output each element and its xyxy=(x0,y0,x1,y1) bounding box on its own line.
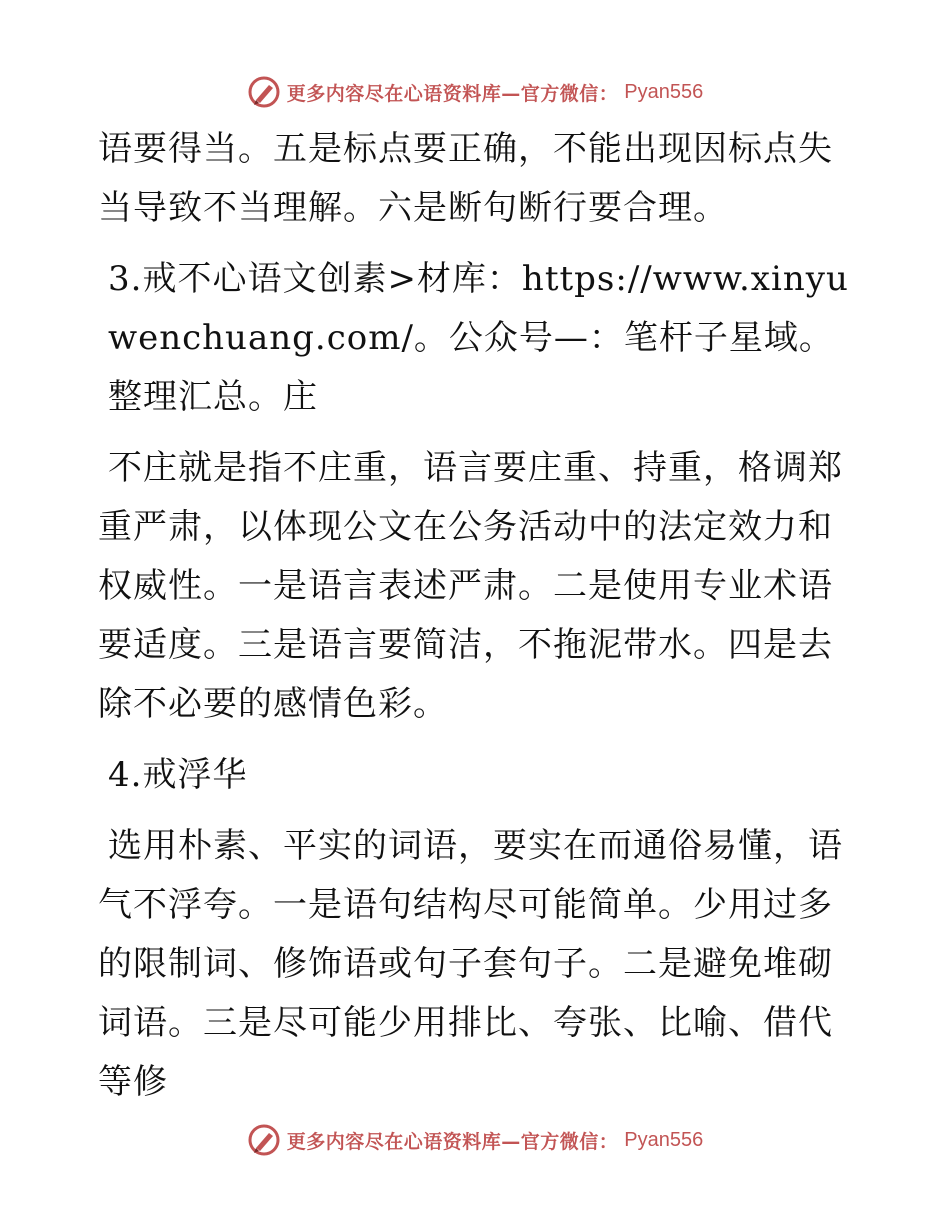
paragraph-fuhua: 选用朴素、平实的词语，要实在而通俗易懂，语气不浮夸。一是语句结构尽可能简单。少用过多的限制词、修饰语或句子套句子。二是避免堆砌词语。三是尽可能少用排比、夸张、比喻、借代等修 xyxy=(98,826,843,1102)
banner-text: 更多内容尽在心语资料库—官方微信： xyxy=(286,82,619,105)
section-heading-3: 3.戒不心语文创素>材库：https://www.xinyuwenchuang.com/。公众号—：笔杆子星域。整理汇总。庄 xyxy=(108,259,849,417)
document-body xyxy=(98,120,858,1124)
footer-banner xyxy=(0,1120,950,1160)
section-heading-4: 4.戒浮华 xyxy=(108,755,248,795)
header-banner xyxy=(0,72,950,112)
pen-logo-icon xyxy=(247,1123,281,1157)
pen-logo-icon xyxy=(247,75,281,109)
paragraph-continuation: 语要得当。五是标点要正确，不能出现因标点失当导致不当理解。六是断句断行要合理。 xyxy=(98,129,833,228)
banner-text: 更多内容尽在心语资料库—官方微信： xyxy=(286,1130,619,1153)
banner-wechat-id: Pyan556 xyxy=(624,80,704,103)
banner-wechat-id: Pyan556 xyxy=(624,1128,704,1151)
paragraph-zhuang: 不庄就是指不庄重，语言要庄重、持重，格调郑重严肃，以体现公文在公务活动中的法定效力和权威性。一是语言表述严肃。二是使用专业术语要适度。三是语言要简洁，不拖泥带水。四是去除不必要的感情色彩。 xyxy=(98,448,843,724)
